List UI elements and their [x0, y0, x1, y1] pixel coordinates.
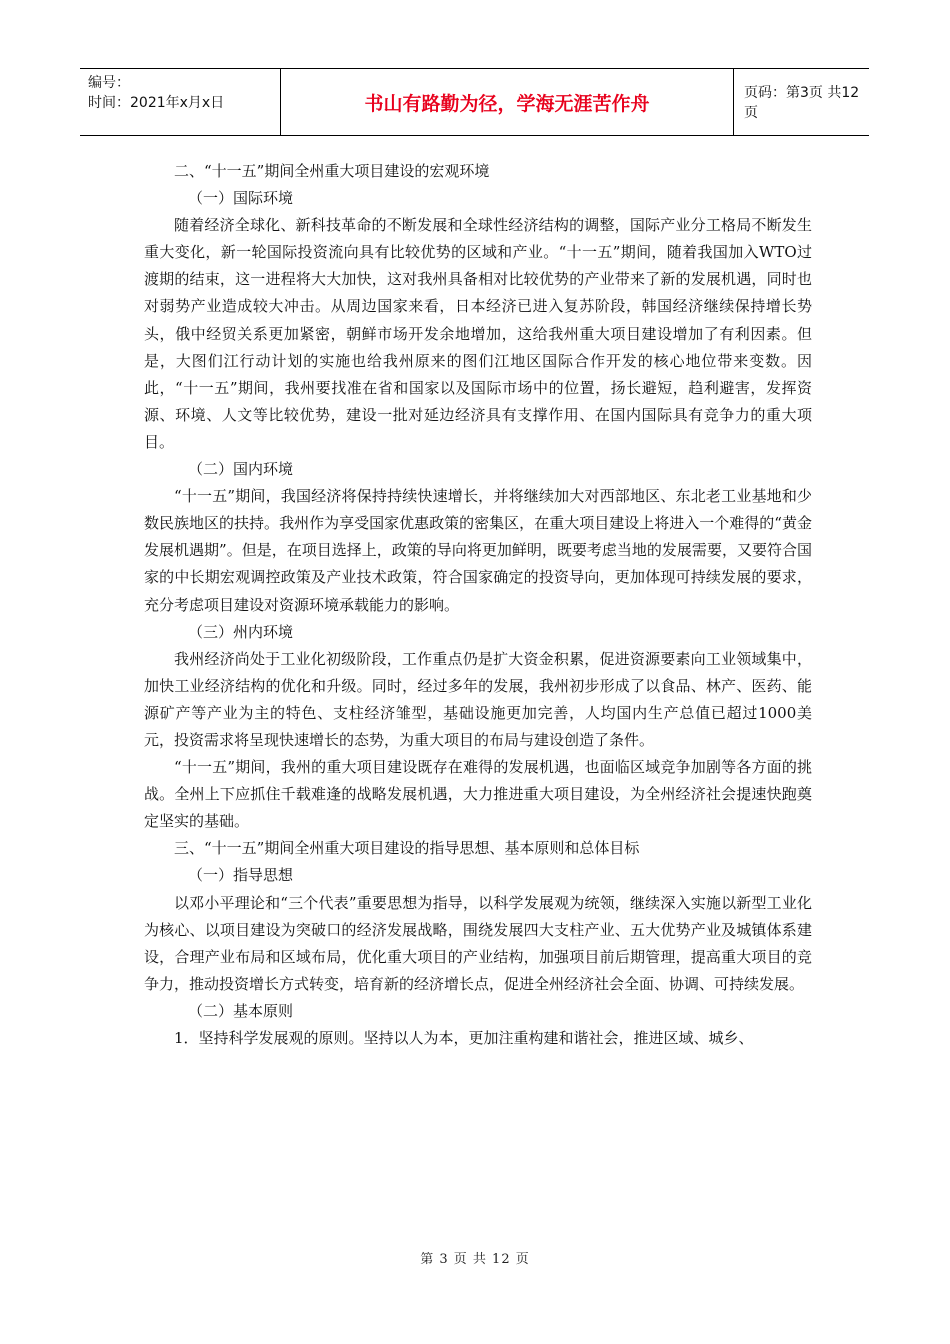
subsection-heading: （二）基本原则 [188, 1001, 294, 1020]
paragraph: 我州经济尚处于工业化初级阶段，工作重点仍是扩大资金积累，促进资源要素向工业领域集中，加快工业经济结构的优化和升级。同时，经过多年的发展，我州初步形成了以食品、林产、医药、能源矿产等产业为主的特色、支柱经济雏型，基础设施更加完善，人均国内生产总值已超过1000美元，投资需求将呈现快速增长的态势，为重大项目的布局与建设创造了条件。 [144, 649, 812, 749]
document-date-label: 时间：2021年x月x日 [88, 95, 225, 111]
paragraph: 随着经济全球化、新科技革命的不断发展和全球性经济结构的调整，国际产业分工格局不断发生重大变化，新一轮国际投资流向具有比较优势的区域和产业。“十一五”期间，随着我国加入WTO过渡期的结束，这一进程将大大加快，这对我州具备相对比较优势的产业带来了新的发展机遇，同时也对弱势产业造成较大冲击。从周边国家来看，日本经济已进入复苏阶段，韩国经济继续保持增长势头，俄中经贸关系更加紧密，朝鲜市场开发余地增加，这给我州重大项目建设增加了有利因素。但是，大图们江行动计划的实施也给我州原来的图们江地区国际合作开发的核心地位带来变数。因此，“十一五”期间，我州要找准在省和国家以及国际市场中的位置，扬长避短，趋利避害，发挥资源、环境、人文等比较优势，建设一批对延边经济具有支撑作用、在国内国际具有竞争力的重大项目。 [144, 216, 812, 451]
document-body [144, 158, 812, 1052]
page-footer: 第 3 页 共 12 页 [420, 1252, 530, 1267]
header-page-info: 页码：第3页 共12页 [744, 85, 860, 121]
subsection-heading: （一）指导思想 [188, 866, 294, 885]
paragraph: 1．坚持科学发展观的原则。坚持以人为本，更加注重构建和谐社会，推进区域、城乡、 [174, 1029, 754, 1047]
subsection-heading: （二）国内环境 [188, 460, 294, 479]
document-number-label: 编号： [88, 75, 130, 91]
subsection-heading: （三）州内环境 [188, 622, 294, 641]
page-header [80, 68, 869, 136]
header-motto: 书山有路勤为径，学海无涯苦作舟 [281, 69, 734, 135]
paragraph: “十一五”期间，我州的重大项目建设既存在难得的发展机遇，也面临区域竞争加剧等各方面的挑战。全州上下应抓住千载难逢的战略发展机遇，大力推进重大项目建设，为全州经济社会提速快跑奠定坚实的基础。 [144, 758, 812, 831]
paragraph: “十一五”期间，我国经济将保持持续快速增长，并将继续加大对西部地区、东北老工业基地和少数民族地区的扶持。我州作为享受国家优惠政策的密集区，在重大项目建设上将进入一个难得的“黄金发展机遇期”。但是，在项目选择上，政策的导向将更加鲜明，既要考虑当地的发展需要，又要符合国家的中长期宏观调控政策及产业技术政策，符合国家确定的投资导向，更加体现可持续发展的要求，充分考虑项目建设对资源环境承载能力的影响。 [144, 487, 812, 614]
header-meta [80, 69, 281, 135]
section-heading: 二、“十一五”期间全州重大项目建设的宏观环境 [174, 162, 490, 180]
subsection-heading: （一）国际环境 [188, 189, 294, 208]
paragraph: 以邓小平理论和“三个代表”重要思想为指导，以科学发展观为统领，继续深入实施以新型工业化为核心、以项目建设为突破口的经济发展战略，围绕发展四大支柱产业、五大优势产业及城镇体系建设，合理产业布局和区域布局，优化重大项目的产业结构，加强项目前后期管理，提高重大项目的竞争力，推动投资增长方式转变，培育新的经济增长点，促进全州经济社会全面、协调、可持续发展。 [144, 893, 812, 993]
section-heading: 三、“十一五”期间全州重大项目建设的指导思想、基本原则和总体目标 [174, 839, 640, 858]
